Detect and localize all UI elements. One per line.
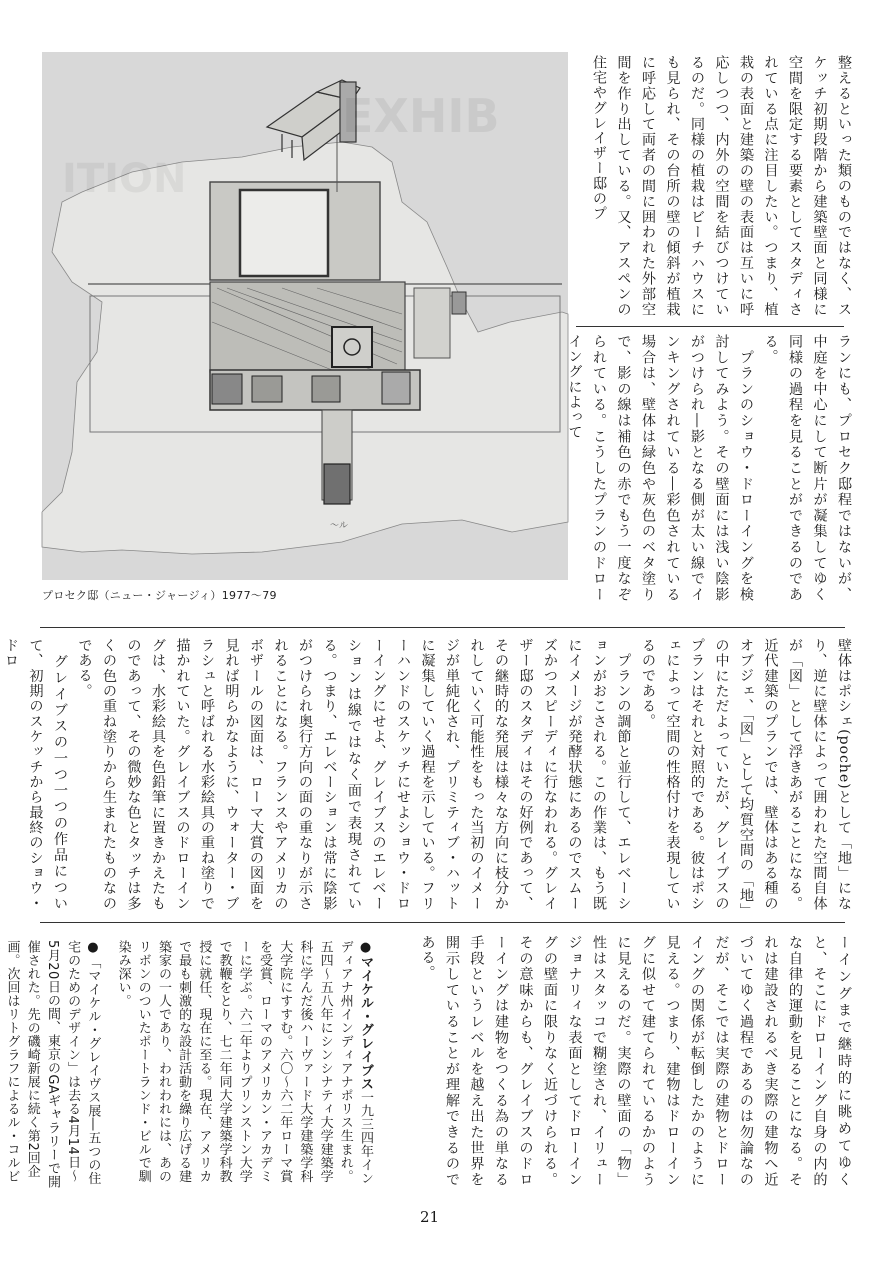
- page-number: 21: [420, 1208, 440, 1226]
- bio-body: 一九三四年インディアナ州インディアナポリス生まれ。五四〜五八年にシンシナティ大学建築学科に学んだ後ハーヴァード大学建築学科大学院にすすむ。六〇〜六二年ローマ賞を受賞、ローマのアメリカン・アカデミーに学ぶ。六二年よりプリンストン大学で教鞭をとり、七二年同大学建築学科教授に就任、現在に至る。現在、アメリカで最も刺激的な設計活動を繰り広げる建築家の一人であり、われわれには、あのリボンのついたポートランド・ビルで馴染み深い。: [115, 940, 373, 1185]
- text-column-bottom-right: [419, 935, 856, 1187]
- figure-caption: プロセク邸（ニュー・ジャージィ）1977〜79: [42, 589, 277, 602]
- section-rule: [40, 922, 845, 923]
- text-column-mid-right: [566, 334, 856, 602]
- paragraph: ーイングまで継時的に眺めてゆくと、そこにドローイング自身の内的な自律的運動を見ることになる。それは建設されるべき実際の建物へ近づいてゆく過程であるのは勿論なのだが、そこでは実際の建物とドローイングの関係が転倒したかのように見える。つまり、建物はドローイングに似せて建てられているかのように見えるのだ。実際の壁面の「物」性はスタッコで糊塗され、イリュージョナリィな表面としてドローイングの壁面に限りなく近づけられる。その意味からも、グレイブスのドローイングは建物をつくる為の単なる手段というレベルを越え出た世界を開示していることが理解できるのである。: [419, 935, 852, 1187]
- exhibit-note: ●「マイケル・グレイヴス展―五つの住宅のためのデザイン」は去る4月14日〜5月20日の間、東京のGAギャラリーで開催された。先の磯崎新展に続く第2回企画。次回はリトグラフによるル・コルビ: [4, 940, 101, 1189]
- plan-sketch-image: [42, 52, 568, 580]
- pencil-note: 〜ル: [330, 521, 349, 531]
- paragraph: ランにも、プロセク邸程ではないが、中庭を中心にして断片が凝集してゆく同様の過程を見ることができるのである。 プランのショウ・ドローイングを検討してみよう。その壁面には浅い陰影がつけられ―影となる側が太い線でインキングされている―彩色されている場合は、壁体は緑色や灰色のベタ塗りで、影の線は補色の赤でもう一度なぞられている。こうしたプランのドローイングによって: [566, 334, 852, 602]
- svg-text:ITION: ITION: [62, 156, 187, 202]
- svg-text:EXHIB: EXHIB: [342, 89, 500, 143]
- figure-plan-drawing: [42, 52, 568, 580]
- text-column-lower: [3, 638, 856, 911]
- bio-title: ●マイケル・グレイブス: [358, 940, 373, 1091]
- column-rule: [576, 326, 844, 327]
- section-rule: [40, 627, 845, 628]
- text-column-top-right: [574, 55, 856, 317]
- paragraph: 整えるといった類のものではなく、スケッチ初期段階から建築壁面と同様に空間を限定する要素としてスタディされている点に注目したい。つまり、植栽の表面と建築の壁の表面は互いに呼応しつつ、内外の空間を結びつけているのだ。同様の植栽はビーチハウスにも見られ、その台所の壁の傾斜が植栽に呼応して両者の間に囲われた外部空間を作り出している。又、アスペンの住宅やグレイザー邸のプ: [591, 55, 852, 317]
- notes-block: [4, 940, 375, 1190]
- paragraph: 壁体はポシェ(poche)として「地」になり、逆に壁体によって囲われた空間自体が「図」として浮きあがることになる。近代建築のプランでは、壁体はある種のオブジェ、「図」として均質空間の「地」の中にただよっていたが、グレイブスのプランはそれと対照的である。彼はポシェによって空間の性格付けを表現しているのである。 プランの調節と並行して、エレベーションがおこされる。この作業は、もう既にイメージが発酵状態にあるのでスムーズかつスピーディに行なわれる。グレイザー邸のスタディはその好例であって、その継時的な発展は様々な方向に枝分かれしていく可能性をもった当初のイメージが単純化され、プリミティブ・ハットに凝集していく過程を示している。フリーハンドのスケッチにせよショウ・ドローイングにせよ、グレイブスのエレベーションは線ではなく面で表現されている。つまり、エレベーションは常に陰影がつけられ奥行方向の面の重なりが示されることになる。フランスやアメリカのボザールの図面は、ローマ大賞の図面を見れば明らかなように、ウォーター・ブラシュと呼ばれる水彩絵具の重ね塗りで描かれていた。グレイブスのドローイングは、水彩絵具を色鉛筆に置きかえたものであって、その微妙な色とタッチは多くの色の重ね塗りから生まれたものなのである。 グレイブスの一つ一つの作品について、初期のスケッチから最終のショウ・ドロ: [3, 638, 852, 911]
